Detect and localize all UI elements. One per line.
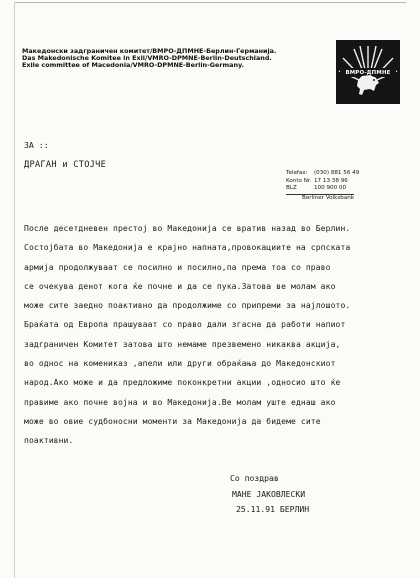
contact-row (286, 170, 359, 178)
letter-closing (230, 471, 309, 518)
body-line: во однос на комениказ ,апели или други обраќања до Македонскиот (24, 359, 336, 369)
recipient-names: ДРАГАН и СТОЈЧЕ (24, 160, 107, 170)
contact-row (286, 178, 359, 186)
letterhead-line: Македонски задграничен комитет/ВМРО-ДПМНЕ-Берлин-Германија. (22, 47, 277, 55)
body-line: Браќата од Европа прашуваат со право дали згасна да работи напиот (24, 320, 346, 330)
contact-value: 17 13 38 96 (314, 177, 348, 184)
bank-name: Berliner Volksbank (286, 194, 354, 203)
logo-text: ВМРО-ДПМНЕ (345, 70, 391, 76)
recipient-prefix: ЗА :: (24, 140, 49, 150)
contact-block (286, 170, 359, 202)
letterhead (22, 48, 276, 70)
page-edge-left (14, 2, 15, 578)
body-line: поактивни. (24, 436, 74, 446)
vmro-lion-emblem-icon (336, 40, 400, 104)
body-line: правиме ако почне војна и во Македонија.Ве молам уште еднаш ако (24, 397, 336, 407)
body-line: може во овие судбоносни моменти за Македонија да бидеме сите (24, 416, 321, 426)
letter-body (24, 219, 394, 451)
closing-date-place: 25.11.91 БЕРЛИН (236, 504, 310, 514)
body-line: задграничен Комитет затова што немаме презвемено никаква акција, (24, 339, 341, 349)
contact-label: Konto Nr. (286, 177, 312, 184)
body-line: Состојбата во Македонија е крајно напната,провокациите на српската (24, 243, 351, 253)
closing-greeting: Со поздрав (230, 473, 279, 483)
contact-row (286, 185, 359, 193)
contact-value: (030) 881 56 49 (314, 170, 360, 176)
closing-signature-name: МАНЕ ЈАКОВЛЕСКИ (232, 488, 306, 499)
contact-label: Telefax: (286, 170, 308, 176)
contact-value: 100 900 00 (314, 185, 347, 192)
contact-label: BLZ (286, 185, 297, 192)
body-line: армија продолжуваат се посилно и посилно,па према тоа со право (24, 262, 331, 272)
letterhead-line: Das Makedonische Komitee in Exil/VMRO-DPMNE-Berlin-Deutschland. (22, 54, 272, 63)
letterhead-line: Exile committee of Macedonia/VMRO-DPMNE-Berlin-Germany. (22, 61, 245, 70)
body-line: се очекува денот кога ќе почне и да се пука.Затова ве молам ако (24, 281, 336, 291)
body-line: може сите заедно поактивно да продолжиме со припреми за најлошото. (24, 301, 351, 311)
body-line: народ.Ако може и да предложиме поконкретни акции ,односио што ќе (24, 378, 341, 388)
body-line: После десетдневен престој во Македонија се вратив назад во Берлин. (24, 224, 351, 233)
page-edge-top (14, 2, 406, 3)
